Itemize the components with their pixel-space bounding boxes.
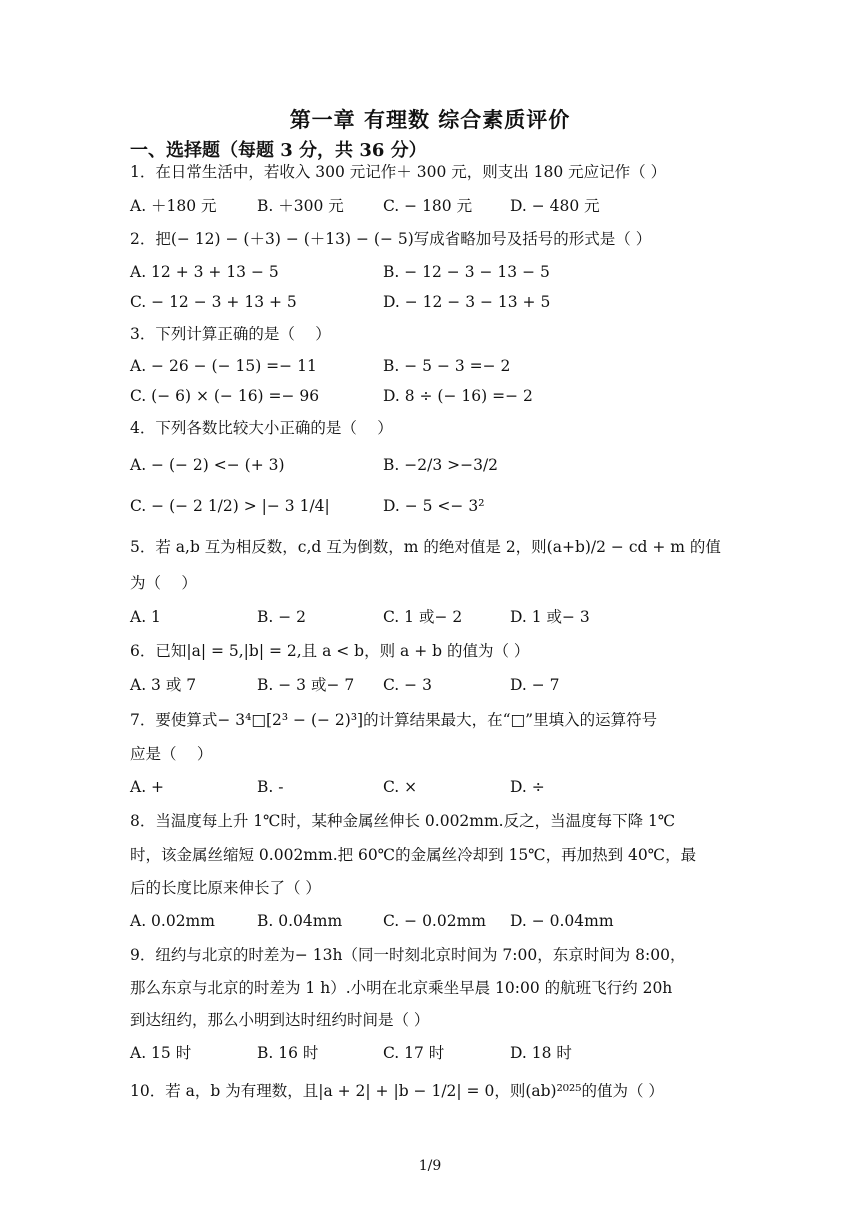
question-4-option-c: C. − (− 2 1/2) > |− 3 1/4| [130, 497, 330, 515]
question-1-option-a: A. ＋180 元 [130, 197, 217, 215]
question-5-option-b: B. − 2 [257, 608, 307, 626]
question-9-option-d: D. 18 时 [510, 1044, 572, 1062]
question-1-option-c: C. − 180 元 [383, 197, 473, 215]
question-1-option-b: B. ＋300 元 [257, 197, 344, 215]
question-2-option-a: A. 12 + 3 + 13 − 5 [130, 263, 279, 281]
question-8-stem-line-2: 时，该金属丝缩短 0.002mm.把 60℃的金属丝冷却到 15℃，再加热到 40℃，最 [130, 846, 697, 864]
document-title: 第一章 有理数 综合素质评价 [289, 107, 571, 132]
question-8-stem-line-1: 8．当温度每上升 1℃时，某种金属丝伸长 0.002mm.反之，当温度每下降 1℃ [130, 812, 676, 830]
question-5-stem-line-2: 为（ ） [130, 574, 197, 592]
question-6-stem: 6．已知|a| = 5,|b| = 2,且 a < b，则 a + b 的值为（ ） [130, 642, 530, 660]
question-6-option-c: C. − 3 [383, 676, 432, 694]
question-7-option-a: A. + [130, 778, 165, 796]
question-3-option-b: B. − 5 − 3 =− 2 [383, 357, 511, 375]
question-9-option-b: B. 16 时 [257, 1044, 319, 1062]
question-5-option-a: A. 1 [130, 608, 161, 626]
question-6-option-d: D. − 7 [510, 676, 560, 694]
question-7-option-c: C. × [383, 778, 418, 796]
question-10-stem: 10．若 a，b 为有理数，且|a + 2| + |b − 1/2| = 0，则(ab)²⁰²⁵的值为（ ） [130, 1082, 664, 1100]
question-2-option-c: C. − 12 − 3 + 13 + 5 [130, 293, 297, 311]
question-6-option-b: B. − 3 或− 7 [257, 676, 355, 694]
question-7-option-d: D. ÷ [510, 778, 545, 796]
question-4-option-d: D. − 5 <− 3² [383, 497, 485, 515]
question-9-stem-line-2: 那么东京与北京的时差为 1 h）.小明在北京乘坐早晨 10:00 的航班飞行约 20h [130, 979, 673, 997]
question-4-option-b: B. −2/3 >−3/2 [383, 456, 499, 474]
question-5-option-d: D. 1 或− 3 [510, 608, 590, 626]
question-2-option-d: D. − 12 − 3 − 13 + 5 [383, 293, 551, 311]
question-8-stem-line-3: 后的长度比原来伸长了（ ） [130, 879, 321, 897]
question-8-option-d: D. − 0.04mm [510, 912, 614, 930]
question-7-stem-line-1: 7．要使算式− 3⁴□[2³ − (− 2)³]的计算结果最大，在“□”里填入的运算符号 [130, 711, 658, 729]
section-heading: 一、选择题（每题 3 分，共 36 分） [130, 140, 427, 161]
question-2-stem: 2．把(− 12) − (＋3) − (＋13) − (− 5)写成省略加号及括号的形式是（ ） [130, 230, 652, 248]
question-8-option-a: A. 0.02mm [130, 912, 215, 930]
question-9-stem-line-1: 9．纽约与北京的时差为− 13h（同一时刻北京时间为 7:00，东京时间为 8:00， [130, 946, 686, 964]
question-4-option-a: A. − (− 2) <− (+ 3) [130, 456, 285, 474]
question-7-option-b: B. - [257, 778, 284, 796]
question-9-option-a: A. 15 时 [130, 1044, 192, 1062]
question-1-stem: 1．在日常生活中，若收入 300 元记作＋ 300 元，则支出 180 元应记作（ ） [130, 163, 667, 181]
question-9-option-c: C. 17 时 [383, 1044, 445, 1062]
question-4-stem: 4．下列各数比较大小正确的是（ ） [130, 419, 393, 437]
question-1-option-d: D. − 480 元 [510, 197, 600, 215]
page-number: 1/9 [418, 1158, 442, 1174]
question-8-option-b: B. 0.04mm [257, 912, 343, 930]
question-5-stem-line-1: 5．若 a,b 互为相反数，c,d 互为倒数，m 的绝对值是 2，则(a+b)/2 − cd + m 的值 [130, 538, 721, 556]
question-9-stem-line-3: 到达纽约，那么小明到达时纽约时间是（ ） [130, 1011, 430, 1029]
question-6-option-a: A. 3 或 7 [130, 676, 197, 694]
question-3-option-d: D. 8 ÷ (− 16) =− 2 [383, 387, 533, 405]
question-8-option-c: C. − 0.02mm [383, 912, 486, 930]
question-3-option-c: C. (− 6) × (− 16) =− 96 [130, 387, 320, 405]
question-3-stem: 3．下列计算正确的是（ ） [130, 325, 331, 343]
question-5-option-c: C. 1 或− 2 [383, 608, 463, 626]
question-3-option-a: A. − 26 − (− 15) =− 11 [130, 357, 317, 375]
question-2-option-b: B. − 12 − 3 − 13 − 5 [383, 263, 550, 281]
question-7-stem-line-2: 应是（ ） [130, 745, 213, 763]
